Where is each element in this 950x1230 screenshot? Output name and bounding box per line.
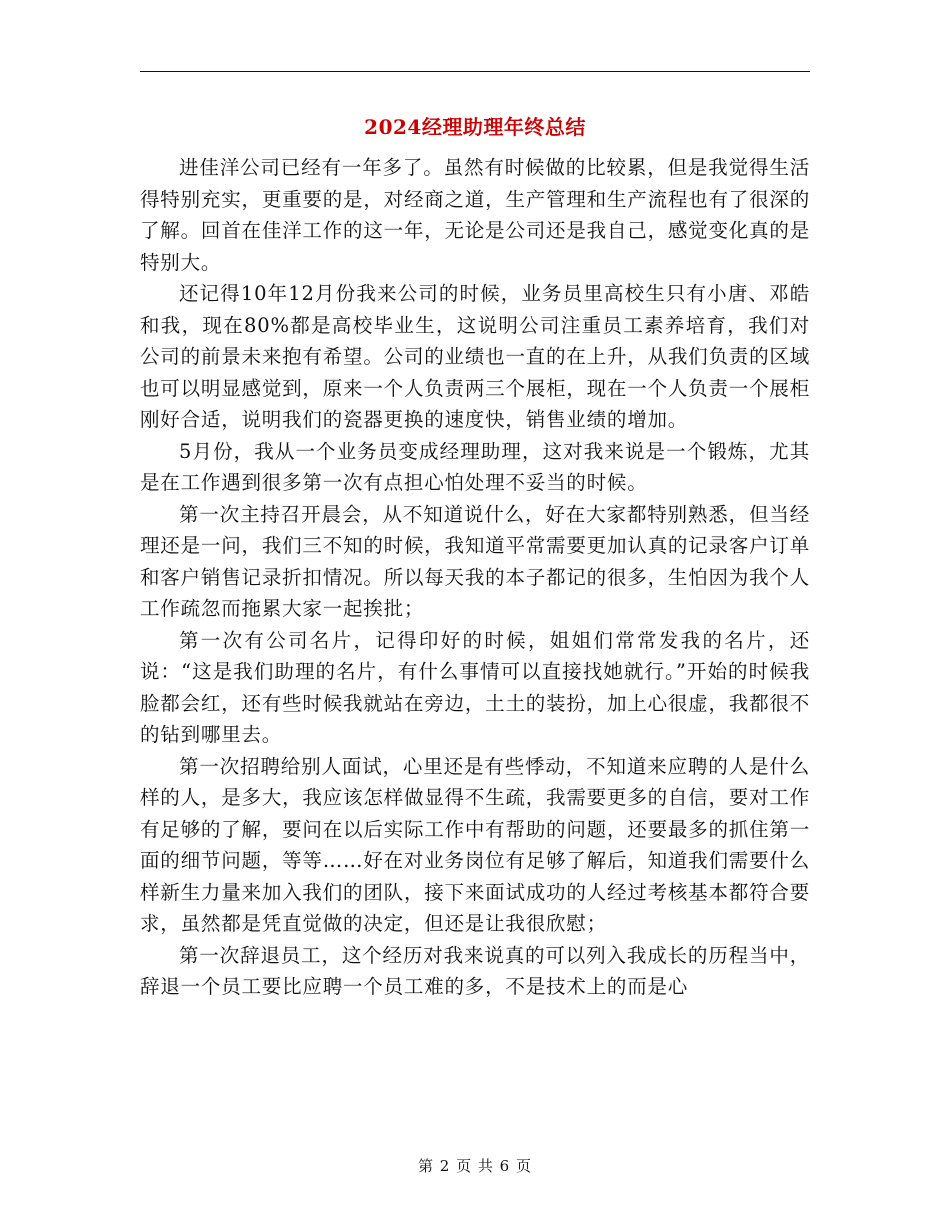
page-number-footer: 第 2 页 共 6 页 bbox=[418, 1157, 532, 1175]
paragraph-2: 还记得10年12月份我来公司的时候，业务员里高校生只有小唐、邓皓和我，现在80%都是高校毕业生，这说明公司注重员工素养培育，我们对公司的前景未来抱有希望。公司的业绩也一直的在上升，从我们负责的区域也可以明显感觉到，原来一个人负责两三个展柜，现在一个人负责一个展柜刚好合适，说明我们的瓷器更换的速度快，销售业绩的增加。 bbox=[140, 282, 810, 431]
paragraph-1: 进佳洋公司已经有一年多了。虽然有时候做的比较累，但是我觉得生活得特别充实，更重要的是，对经商之道，生产管理和生产流程也有了很深的了解。回首在佳洋工作的这一年，无论是公司还是我自己，感觉变化真的是特别大。 bbox=[140, 156, 810, 274]
document-title: 2024经理助理年终总结 bbox=[364, 115, 586, 139]
document-body bbox=[140, 152, 810, 1003]
paragraph-6: 第一次招聘给别人面试，心里还是有些悸动，不知道来应聘的人是什么样的人，是多大，我应该怎样做显得不生疏，我需要更多的自信，要对工作有足够的了解，要问在以后实际工作中有帮助的问题，还要最多的抓住第一面的细节问题，等等……好在对业务岗位有足够了解后，知道我们需要什么样新生力量来加入我们的团队，接下来面试成功的人经过考核基本都符合要求，虽然都是凭直觉做的决定，但还是让我很欣慰； bbox=[140, 754, 810, 935]
paragraph-4: 第一次主持召开晨会，从不知道说什么，好在大家都特别熟悉，但当经理还是一问，我们三不知的时候，我知道平常需要更加认真的记录客户订单和客户销售记录折扣情况。所以每天我的本子都记的很多，生怕因为我个人工作疏忽而拖累大家一起挨批； bbox=[140, 502, 810, 620]
paragraph-3: 5月份，我从一个业务员变成经理助理，这对我来说是一个锻炼，尤其是在工作遇到很多第一次有点担心怕处理不妥当的时候。 bbox=[140, 439, 810, 494]
paragraph-5: 第一次有公司名片，记得印好的时候，姐姐们常常发我的名片，还说：“这是我们助理的名片，有什么事情可以直接找她就行。”开始的时候我脸都会红，还有些时候我就站在旁边，土土的装扮，加上心很虚，我都很不的钻到哪里去。 bbox=[140, 628, 810, 746]
header-rule bbox=[140, 71, 810, 72]
paragraph-7: 第一次辞退员工，这个经历对我来说真的可以列入我成长的历程当中，辞退一个员工要比应聘一个员工难的多，不是技术上的而是心 bbox=[140, 943, 810, 998]
